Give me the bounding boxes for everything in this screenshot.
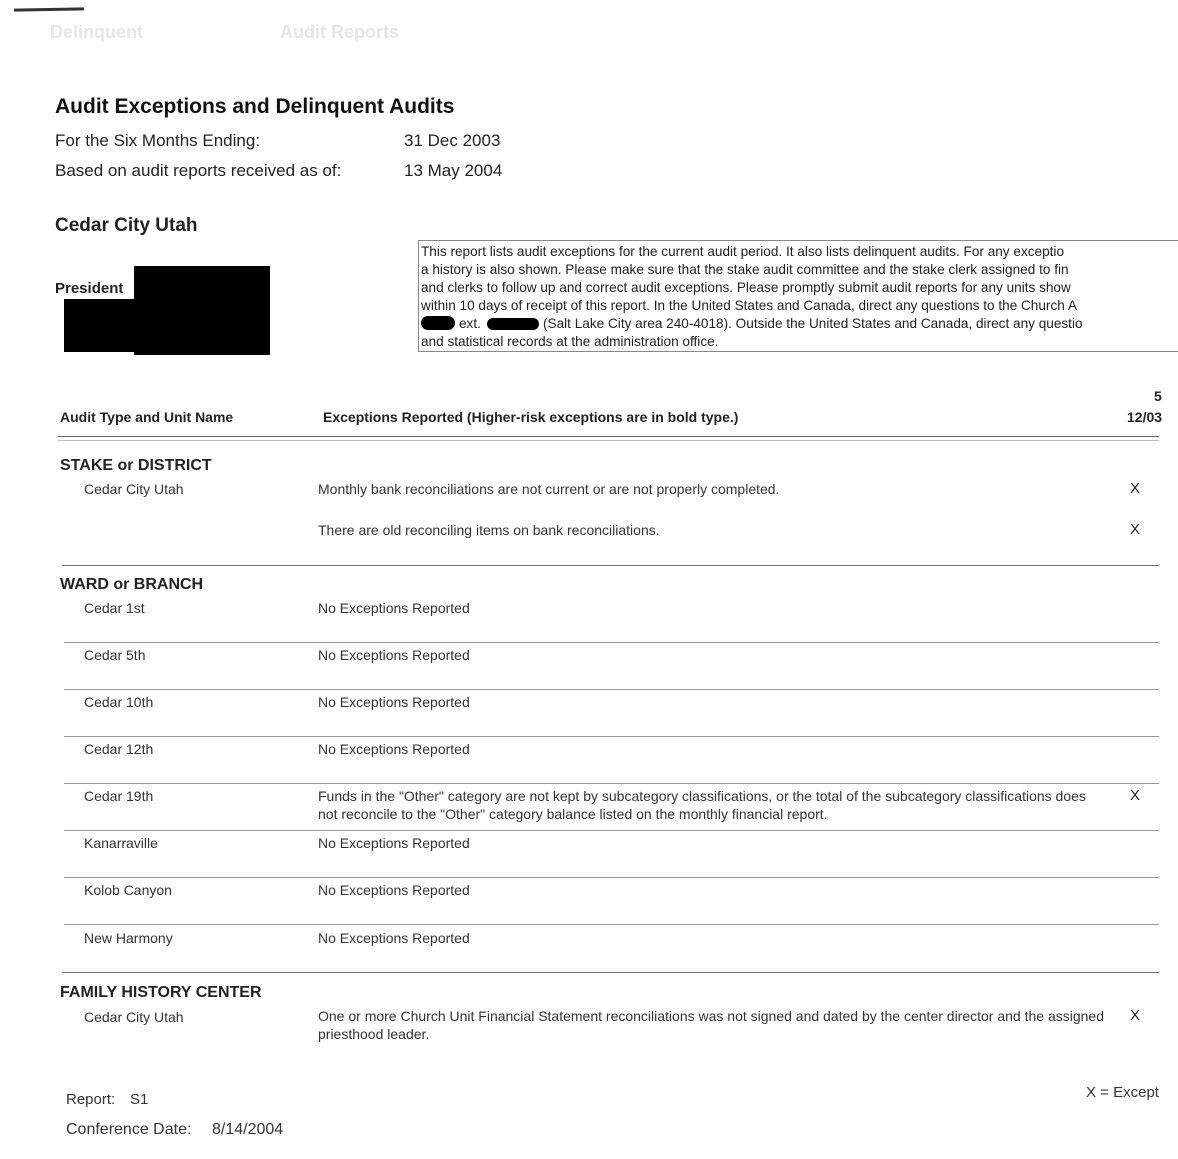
exception-text: No Exceptions Reported <box>318 882 470 898</box>
received-value: 13 May 2004 <box>404 161 503 180</box>
section-heading: WARD or BRANCH <box>60 576 204 593</box>
redaction-block <box>134 266 270 355</box>
exception-text: One or more Church Unit Financial Statement reconciliations was not signed and dated by the center director and the assigned priesthood leader. <box>318 1008 1104 1042</box>
conference-date-value: 8/14/2004 <box>212 1121 284 1138</box>
exception-text: No Exceptions Reported <box>318 930 470 946</box>
row-rule <box>64 689 1159 690</box>
redaction-block <box>487 318 539 330</box>
section-heading: FAMILY HISTORY CENTER <box>60 984 262 1001</box>
redaction-block <box>64 299 144 352</box>
column-header-period-top: 5 <box>1154 388 1162 404</box>
president-label: President <box>55 280 124 297</box>
section-rule <box>62 972 1159 973</box>
redaction-block <box>421 316 455 330</box>
legend-text: X = Except <box>1086 1084 1159 1101</box>
notice-line: ext. <box>459 316 481 331</box>
unit-title: Cedar City Utah <box>55 215 198 236</box>
column-header-period: 12/03 <box>1127 409 1163 425</box>
period-value: 31 Dec 2003 <box>404 131 501 150</box>
unit-name: Cedar 1st <box>84 600 145 616</box>
received-label: Based on audit reports received as of: <box>55 161 342 180</box>
period-label: For the Six Months Ending: <box>55 131 261 150</box>
header-rule <box>58 440 1159 441</box>
exception-text: No Exceptions Reported <box>318 741 470 757</box>
section-rule <box>62 565 1159 566</box>
row-rule <box>64 642 1159 643</box>
exception-text: No Exceptions Reported <box>318 647 470 663</box>
exception-text: No Exceptions Reported <box>318 835 470 851</box>
notice-line: This report lists audit exceptions for the current audit period. It also lists delinquent audits. For any exceptio <box>421 244 1065 259</box>
scan-artifact <box>14 7 84 11</box>
notice-box <box>418 240 1178 352</box>
column-header-exceptions: Exceptions Reported (Higher-risk exceptions are in bold type.) <box>323 409 739 425</box>
row-rule <box>64 736 1159 737</box>
conference-date-label: Conference Date: <box>66 1121 192 1138</box>
row-rule <box>64 924 1159 925</box>
exception-text: No Exceptions Reported <box>318 600 470 616</box>
section-heading: STAKE or DISTRICT <box>60 457 212 474</box>
unit-name: Kanarraville <box>84 835 158 851</box>
bleed-through-text: Audit Reports <box>280 22 399 42</box>
row-rule <box>64 830 1159 831</box>
notice-line: and statistical records at the administration office. <box>421 334 719 349</box>
unit-name: Kolob Canyon <box>84 882 172 898</box>
column-header-unit: Audit Type and Unit Name <box>60 409 234 425</box>
exception-text: There are old reconciling items on bank reconciliations. <box>318 522 660 538</box>
report-id-label: Report: <box>66 1091 116 1108</box>
notice-line: (Salt Lake City area 240-4018). Outside the United States and Canada, direct any questio <box>543 316 1083 331</box>
exception-mark: X <box>1130 1007 1141 1024</box>
exception-text: Funds in the "Other" category are not kept by subcategory classifications, or the total of the subcategory classifications does not reconcile to the "Other" category balance listed on the monthly financial report. <box>318 788 1086 822</box>
report-id-value: S1 <box>130 1091 149 1108</box>
row-rule <box>64 783 1159 784</box>
exception-mark: X <box>1130 480 1141 497</box>
exception-mark: X <box>1130 521 1141 538</box>
notice-line: within 10 days of receipt of this report. In the United States and Canada, direct any questions to the Church A <box>421 298 1077 313</box>
unit-name: Cedar 12th <box>84 741 154 757</box>
unit-name: Cedar City Utah <box>84 481 184 497</box>
exception-text: Monthly bank reconciliations are not current or are not properly completed. <box>318 481 780 497</box>
notice-line: and clerks to follow up and correct audit exceptions. Please promptly submit audit reports for any units show <box>421 280 1071 295</box>
unit-name: New Harmony <box>84 930 173 946</box>
unit-name: Cedar 10th <box>84 694 154 710</box>
row-rule <box>64 877 1159 878</box>
exception-text: No Exceptions Reported <box>318 694 470 710</box>
unit-name: Cedar 5th <box>84 647 146 663</box>
header-rule <box>58 436 1159 437</box>
unit-name: Cedar City Utah <box>84 1009 184 1025</box>
bleed-through-text: Delinquent <box>50 22 143 42</box>
unit-name: Cedar 19th <box>84 788 154 804</box>
exception-mark: X <box>1130 787 1141 804</box>
report-title: Audit Exceptions and Delinquent Audits <box>55 95 455 118</box>
notice-line: a history is also shown. Please make sure that the stake audit committee and the stake clerk assigned to fin <box>421 262 1069 277</box>
